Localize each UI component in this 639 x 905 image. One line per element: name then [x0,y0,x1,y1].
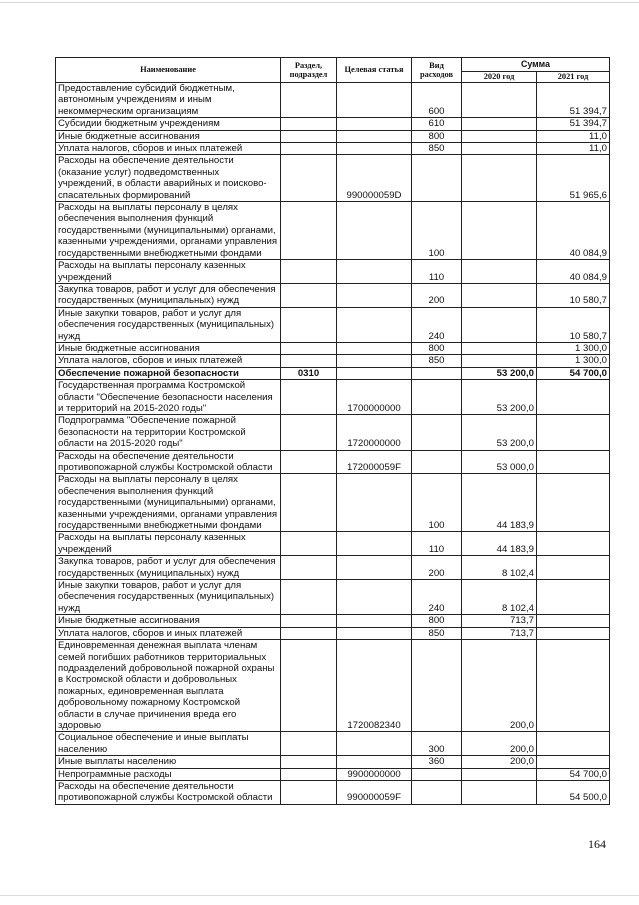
cell-section [281,556,337,580]
cell-name: Уплата налогов, сборов и иных платежей [56,143,281,155]
table-row [56,83,610,118]
table-row [56,283,610,307]
cell-2020: 53 000,0 [462,450,537,474]
cell-section [281,260,337,284]
cell-section [281,415,337,450]
cell-2021: 54 500,0 [537,780,610,804]
table-row [56,450,610,474]
table-row [56,768,610,780]
header-year-2020: 2020 год [462,71,537,82]
cell-name: Уплата налогов, сборов и иных платежей [56,627,281,639]
budget-table [55,57,610,805]
cell-type: 240 [412,580,462,615]
table-row [56,556,610,580]
cell-2020: 44 183,9 [462,532,537,556]
table-row [56,118,610,130]
cell-target [337,367,412,379]
cell-2020 [462,202,537,260]
cell-type [412,640,462,732]
cell-2020: 53 200,0 [462,380,537,415]
cell-name: Иные закупки товаров, работ и услуг для обеспечения государственных (муниципальных) нужд [56,580,281,615]
cell-2021 [537,450,610,474]
cell-section [281,355,337,367]
cell-section [281,732,337,756]
cell-name: Закупка товаров, работ и услуг для обеспечения государственных (муниципальных) нужд [56,556,281,580]
cell-2020: 200,0 [462,756,537,768]
cell-2020: 713,7 [462,615,537,627]
cell-type: 610 [412,118,462,130]
cell-name: Расходы на выплаты персоналу казенных учреждений [56,532,281,556]
table-row [56,143,610,155]
cell-section [281,283,337,307]
cell-2020: 53 200,0 [462,415,537,450]
cell-2021 [537,640,610,732]
cell-2021 [537,532,610,556]
cell-name: Расходы на выплаты персоналу в целях обеспечения выполнения функций государственными (муниципальными) органами, казенными учреждениями, органами управления государственными внебюджетными фондами [56,202,281,260]
table-body [56,83,610,805]
cell-type: 850 [412,355,462,367]
cell-name: Государственная программа Костромской области "Обеспечение безопасности населения и территорий на 2015-2020 годы" [56,380,281,415]
cell-name: Иные выплаты населению [56,756,281,768]
table-row [56,732,610,756]
cell-type [412,380,462,415]
cell-name: Уплата налогов, сборов и иных платежей [56,355,281,367]
cell-section [281,143,337,155]
cell-2020: 44 183,9 [462,474,537,532]
cell-2021: 54 700,0 [537,768,610,780]
cell-section [281,756,337,768]
cell-name: Предоставление субсидий бюджетным, автономным учреждениям и иным некоммерческим организациям [56,83,281,118]
cell-section [281,780,337,804]
table-row [56,342,610,354]
cell-2020: 713,7 [462,627,537,639]
cell-type [412,367,462,379]
table-row [56,130,610,142]
cell-2021: 10 580,7 [537,283,610,307]
cell-name: Иные бюджетные ассигнования [56,615,281,627]
header-name: Наименование [56,58,281,83]
cell-section [281,640,337,732]
table-row [56,155,610,202]
cell-name: Расходы на обеспечение деятельности (оказание услуг) подведомственных учреждений, в области аварийных и поисково-спасательных формирований [56,155,281,202]
table-row [56,307,610,342]
cell-2020: 53 200,0 [462,367,537,379]
header-year-2021: 2021 год [537,71,610,82]
cell-target: 9900000000 [337,768,412,780]
cell-target [337,556,412,580]
cell-name: Обеспечение пожарной безопасности [56,367,281,379]
cell-target [337,474,412,532]
cell-name: Иные бюджетные ассигнования [56,342,281,354]
cell-target [337,143,412,155]
cell-target [337,130,412,142]
table-row [56,380,610,415]
cell-name: Иные закупки товаров, работ и услуг для обеспечения государственных (муниципальных) нужд [56,307,281,342]
cell-2021 [537,415,610,450]
cell-2021: 11,0 [537,143,610,155]
scan-edge-bottom [0,895,639,896]
page-number: 164 [588,837,606,851]
cell-2021: 10 580,7 [537,307,610,342]
cell-2020 [462,155,537,202]
cell-2021: 1 300,0 [537,355,610,367]
cell-type: 100 [412,202,462,260]
table-row [56,474,610,532]
cell-name: Расходы на выплаты персоналу казенных учреждений [56,260,281,284]
cell-type [412,155,462,202]
cell-section [281,768,337,780]
cell-section [281,627,337,639]
cell-2021: 40 084,9 [537,202,610,260]
cell-section [281,307,337,342]
cell-type: 300 [412,732,462,756]
table-row [56,415,610,450]
cell-name: Расходы на обеспечение деятельности противопожарной службы Костромской области [56,780,281,804]
cell-2021: 40 084,9 [537,260,610,284]
cell-section [281,474,337,532]
cell-type: 200 [412,556,462,580]
cell-2021 [537,732,610,756]
table-row [56,756,610,768]
table-row [56,580,610,615]
cell-target: 990000059F [337,780,412,804]
cell-section [281,83,337,118]
cell-target: 1720082340 [337,640,412,732]
cell-2021 [537,580,610,615]
cell-target [337,260,412,284]
cell-type [412,450,462,474]
table-row [56,615,610,627]
cell-2021 [537,380,610,415]
cell-2021: 11,0 [537,130,610,142]
cell-type: 110 [412,260,462,284]
cell-name: Расходы на выплаты персоналу в целях обеспечения выполнения функций государственными (муниципальными) органами, казенными учреждениями, органами управления государственными внебюджетными фондами [56,474,281,532]
cell-2021 [537,756,610,768]
cell-2021: 51 965,6 [537,155,610,202]
cell-type: 600 [412,83,462,118]
cell-type [412,768,462,780]
cell-target: 172000059F [337,450,412,474]
cell-name: Субсидии бюджетным учреждениям [56,118,281,130]
cell-name: Социальное обеспечение и иные выплаты населению [56,732,281,756]
cell-2020 [462,283,537,307]
cell-2020: 200,0 [462,640,537,732]
cell-2021: 51 394,7 [537,83,610,118]
cell-target [337,342,412,354]
table-row [56,780,610,804]
cell-type: 800 [412,130,462,142]
table-row [56,260,610,284]
table-row [56,202,610,260]
cell-section [281,130,337,142]
cell-type: 800 [412,615,462,627]
cell-section [281,580,337,615]
cell-section [281,118,337,130]
cell-2020 [462,83,537,118]
cell-section [281,450,337,474]
header-target: Целевая статья [337,58,412,83]
cell-type: 850 [412,627,462,639]
cell-2020 [462,118,537,130]
cell-target [337,627,412,639]
table-row [56,367,610,379]
cell-target [337,580,412,615]
cell-name: Иные бюджетные ассигнования [56,130,281,142]
cell-type: 200 [412,283,462,307]
cell-target [337,615,412,627]
cell-type: 100 [412,474,462,532]
cell-2021 [537,627,610,639]
cell-2021: 1 300,0 [537,342,610,354]
cell-2021: 51 394,7 [537,118,610,130]
cell-target [337,532,412,556]
cell-2020 [462,780,537,804]
header-sum: Сумма [462,58,610,72]
table-row [56,532,610,556]
cell-target [337,283,412,307]
header-type: Вид расходов [412,58,462,83]
cell-section [281,380,337,415]
cell-2020: 200,0 [462,732,537,756]
cell-name: Непрограммные расходы [56,768,281,780]
cell-2021 [537,556,610,580]
scan-edge-top [0,2,639,3]
cell-target [337,118,412,130]
cell-2021: 54 700,0 [537,367,610,379]
cell-section [281,202,337,260]
cell-2020 [462,260,537,284]
cell-section [281,532,337,556]
cell-2020 [462,130,537,142]
cell-type: 800 [412,342,462,354]
cell-type: 360 [412,756,462,768]
cell-target [337,355,412,367]
cell-target: 1700000000 [337,380,412,415]
cell-section: 0310 [281,367,337,379]
header-section: Раздел, подраздел [281,58,337,83]
table-row [56,355,610,367]
cell-2020 [462,307,537,342]
cell-2021 [537,615,610,627]
table-row [56,640,610,732]
cell-target [337,756,412,768]
cell-2020: 8 102,4 [462,580,537,615]
cell-section [281,155,337,202]
cell-2020 [462,768,537,780]
cell-name: Закупка товаров, работ и услуг для обеспечения государственных (муниципальных) нужд [56,283,281,307]
cell-target: 990000059D [337,155,412,202]
cell-target [337,307,412,342]
cell-2020: 8 102,4 [462,556,537,580]
table-row [56,627,610,639]
cell-section [281,342,337,354]
cell-2020 [462,355,537,367]
cell-type [412,780,462,804]
cell-type: 850 [412,143,462,155]
cell-type: 240 [412,307,462,342]
cell-name: Единовременная денежная выплата членам семей погибших работников территориальных подразделений добровольной пожарной охраны в Костромской области и добровольных пожарных, единовременная выплата добровольному пожарному Костромской области в случае причинения вреда его здоровью [56,640,281,732]
cell-target [337,202,412,260]
cell-section [281,615,337,627]
cell-target [337,732,412,756]
cell-target [337,83,412,118]
cell-name: Подпрограмма "Обеспечение пожарной безопасности на территории Костромской области на 2015-2020 годы" [56,415,281,450]
cell-type: 110 [412,532,462,556]
cell-2021 [537,474,610,532]
cell-2020 [462,342,537,354]
cell-2020 [462,143,537,155]
cell-type [412,415,462,450]
cell-target: 1720000000 [337,415,412,450]
cell-name: Расходы на обеспечение деятельности противопожарной службы Костромской области [56,450,281,474]
